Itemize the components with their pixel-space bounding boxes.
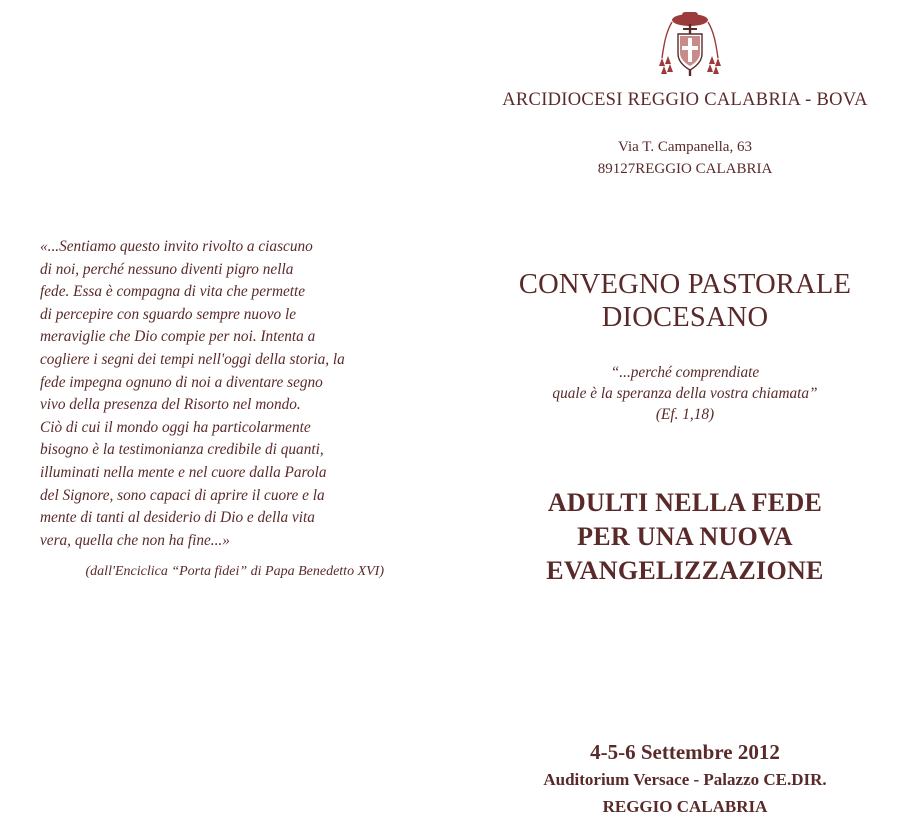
quote-panel [40,236,384,580]
address-city: 89127REGGIO CALABRIA [597,161,773,177]
address-block [470,136,900,180]
quote-line: di noi, perché nessuno diventi pigro nella [40,260,294,278]
quote-line: del Signore, sono capaci di aprire il cuore e la [40,486,325,504]
quote-line: fede impegna ognuno di noi a diventare segno [40,373,323,391]
quote-line: di percepire con sguardo sempre nuovo le [40,305,297,323]
quote-line: «...Sentiamo questo invito rivolto a ciascuno [40,238,313,255]
event-date: 4-5-6 Settembre 2012 [590,740,780,764]
quote-line: cogliere i segni dei tempi nell'oggi della storia, la [40,350,345,368]
event-city: REGGIO CALABRIA [602,797,768,816]
quote-line: mente di tanti al desiderio di Dio e della vita [40,509,315,527]
convention-title-line2: DIOCESANO [601,302,769,333]
quote-line: meraviglie che Dio compie per noi. Intenta a [40,328,316,346]
quote-line: bisogno è la testimonianza credibile di quanti, [40,441,324,459]
quote-attribution: (dall'Enciclica “Porta fidei” di Papa Benedetto XVI) [85,564,384,580]
quote-line: Ciò di cui il mondo oggi ha particolarmente [40,418,311,436]
quote-line: vera, quella che non ha fine...» [40,531,230,549]
theme-line3: EVANGELIZZAZIONE [546,556,824,585]
theme-title [470,486,900,588]
motto-reference: (Ef. 1,18) [655,406,715,423]
coat-of-arms-icon [658,8,722,78]
archdiocese-name: ARCIDIOCESI REGGIO CALABRIA - BOVA [502,90,868,110]
theme-line2: PER UNA NUOVA [577,522,793,551]
event-details [470,738,900,820]
convention-title-line1: CONVEGNO PASTORALE [518,269,852,300]
motto-line2: quale è la speranza della vostra chiamata” [552,385,818,402]
theme-line1: ADULTI NELLA FEDE [547,488,823,517]
quote-line: vivo della presenza del Risorto nel mondo. [40,396,301,414]
quote-line: illuminati nella mente e nel cuore dalla Parola [40,463,327,481]
scripture-motto [470,362,900,425]
encyclical-quote [40,236,384,552]
event-venue: Auditorium Versace - Palazzo CE.DIR. [543,770,827,789]
convention-title [470,268,900,334]
motto-line1: “...perché comprendiate [610,364,760,381]
address-street: Via T. Campanella, 63 [618,139,752,155]
quote-line: fede. Essa è compagna di vita che permette [40,283,306,301]
